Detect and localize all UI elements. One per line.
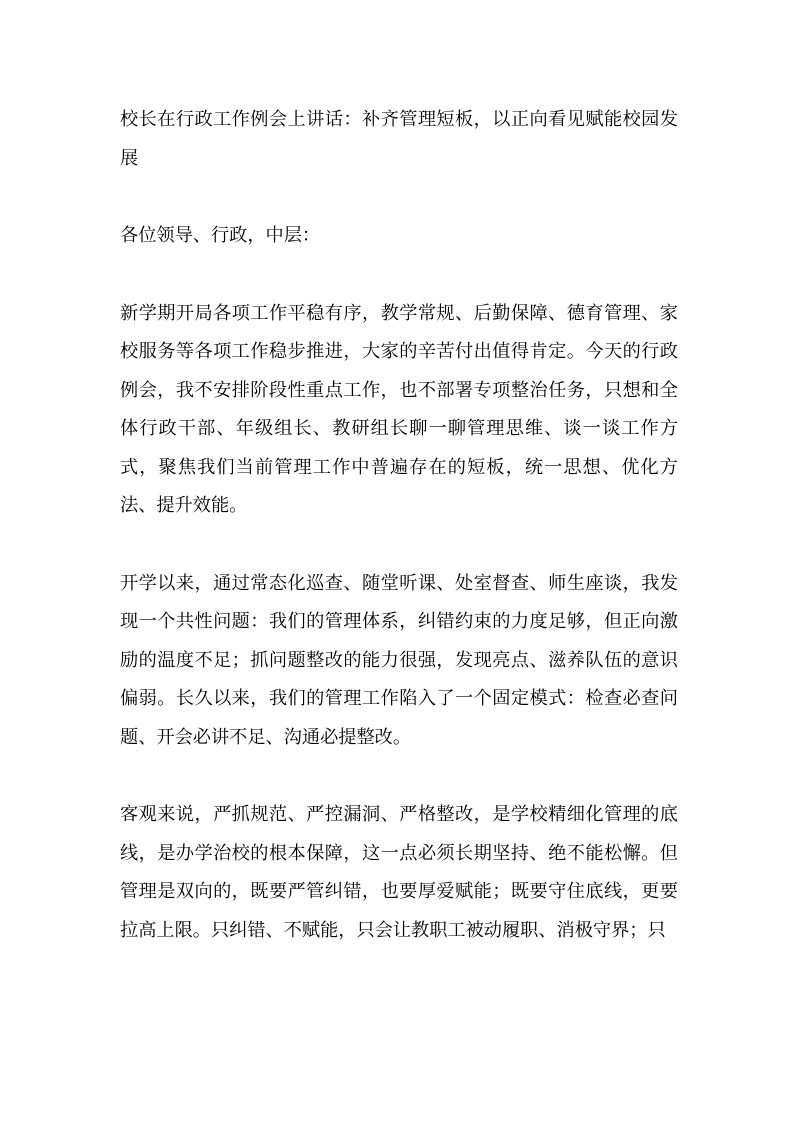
paragraph-analysis: 客观来说，严抓规范、严控漏洞、严格整改，是学校精细化管理的底线，是办学治校的根本保障，这一点必须长期坚持、绝不能松懈。但管理是双向的，既要严管纠错，也要厚爱赋能；既要守住底线，更要拉高上限。只纠错、不赋能，只会让教职工被动履职、消极守界；只: [120, 804, 678, 941]
document-body: [120, 101, 678, 989]
paragraph-problem: 开学以来，通过常态化巡查、随堂听课、处室督查、师生座谈，我发现一个共性问题：我们的管理体系，纠错约束的力度足够，但正向激励的温度不足；抓问题整改的能力很强，发现亮点、滋养队伍的意识偏弱。长久以来，我们的管理工作陷入了一个固定模式：检查必查问题、开会必讲不足、沟通必提整改。: [120, 572, 678, 748]
paragraph-opening: 新学期开局各项工作平稳有序，教学常规、后勤保障、德育管理、家校服务等各项工作稳步推进，大家的辛苦付出值得肯定。今天的行政例会，我不安排阶段性重点工作，也不部署专项整治任务，只想和全体行政干部、年级组长、教研组长聊一聊管理思维、谈一谈工作方式，聚焦我们当前管理工作中普遍存在的短板，统一思想、优化方法、提升效能。: [120, 302, 678, 516]
salutation: 各位领导、行政，中层：: [120, 225, 321, 246]
document-title: 校长在行政工作例会上讲话：补齐管理短板，以正向看见赋能校园发展: [120, 109, 678, 169]
